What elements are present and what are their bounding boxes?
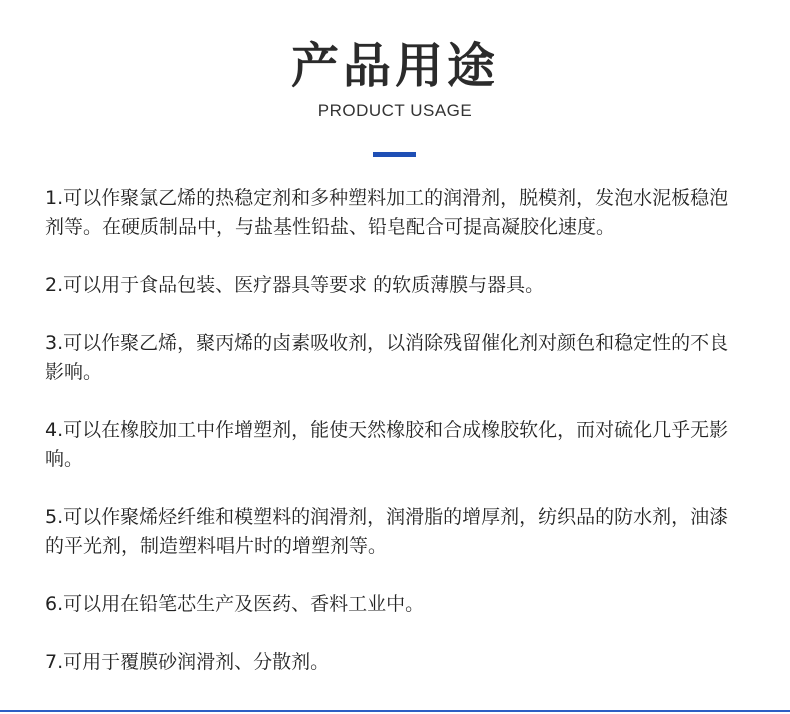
usage-item-5: 5.可以作聚烯烃纤维和模塑料的润滑剂，润滑脂的增厚剂，纺织品的防水剂，油漆的平光剂，制造塑料唱片时的增塑剂等。 bbox=[45, 506, 729, 557]
usage-item-2: 2.可以用于食品包装、医疗器具等要求 的软质薄膜与器具。 bbox=[45, 274, 545, 296]
bottom-divider bbox=[0, 710, 790, 712]
usage-item-4: 4.可以在橡胶加工中作增塑剂，能使天然橡胶和合成橡胶软化，而对硫化几乎无影响。 bbox=[45, 419, 729, 470]
page-title: 产品用途 bbox=[290, 38, 499, 94]
usage-item-7: 7.可用于覆膜砂润滑剂、分散剂。 bbox=[45, 651, 330, 673]
usage-item-3: 3.可以作聚乙烯，聚丙烯的卤素吸收剂，以消除残留催化剂对颜色和稳定性的不良影响。 bbox=[45, 332, 729, 383]
usage-item-6: 6.可以用在铅笔芯生产及医药、香料工业中。 bbox=[45, 593, 425, 615]
usage-item-1: 1.可以作聚氯乙烯的热稳定剂和多种塑料加工的润滑剂，脱模剂，发泡水泥板稳泡剂等。在硬质制品中，与盐基性铅盐、铅皂配合可提高凝胶化速度。 bbox=[45, 187, 729, 238]
usage-list bbox=[45, 184, 745, 706]
title-accent-bar bbox=[373, 152, 416, 157]
page-subtitle: PRODUCT USAGE bbox=[317, 101, 473, 120]
